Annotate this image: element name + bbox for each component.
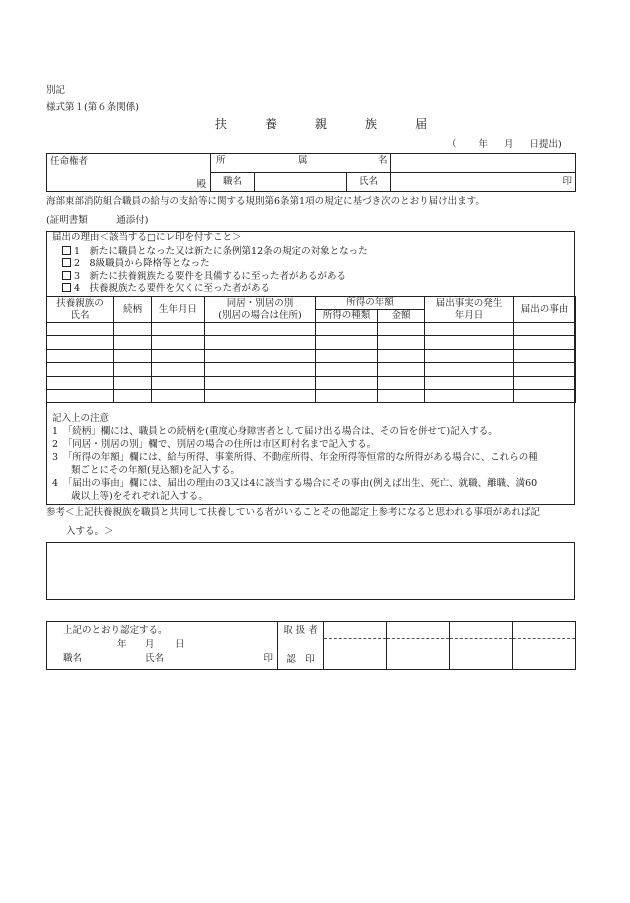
table-cell[interactable]: [378, 376, 425, 389]
note-line: 2 「同居・別居の別」欄で、別居の場合の住所は市区町村名まで記入する。: [52, 439, 377, 450]
table-cell[interactable]: [425, 349, 514, 362]
table-row: [47, 336, 576, 349]
certify-name-label: 氏名: [145, 653, 165, 664]
title-char: 届: [415, 117, 428, 131]
table-cell[interactable]: [47, 336, 114, 349]
table-cell[interactable]: [114, 376, 152, 389]
col-residence: 同居・別居の別 (別居の場合は住所): [205, 297, 316, 323]
table-cell[interactable]: [425, 376, 514, 389]
table-cell[interactable]: [205, 323, 316, 336]
certification-table: [46, 621, 576, 670]
submission-date: [447, 140, 562, 151]
table-cell[interactable]: [316, 389, 378, 402]
checkbox-icon[interactable]: [62, 246, 71, 255]
notes-heading: 記入上の注意: [52, 413, 110, 424]
table-cell[interactable]: [152, 336, 205, 349]
table-cell[interactable]: [114, 336, 152, 349]
handler-box[interactable]: [450, 622, 513, 639]
table-cell[interactable]: [114, 363, 152, 376]
col-income-type: 所得の種類: [316, 310, 378, 323]
certify-text: 上記のとおり認定する。: [63, 625, 168, 636]
reference-line-1: 参考＜上記扶養親族を職員と共同して扶養している者がいることその他認定上参考になると思われる事項があれば記: [46, 507, 541, 518]
table-cell[interactable]: [152, 349, 205, 362]
handler-box[interactable]: [513, 622, 576, 639]
job-label: 職名: [211, 173, 255, 192]
table-cell[interactable]: [378, 389, 425, 402]
title-char: 養: [265, 117, 278, 131]
name-label: 氏名: [347, 173, 391, 192]
table-cell[interactable]: [425, 389, 514, 402]
table-cell[interactable]: [514, 349, 576, 362]
note-line: 4 「届出の事由」欄には、届出の理由の3又は4に該当する場合にその事由(例えば出生、死亡、就職、離職、満60: [52, 478, 538, 489]
table-cell[interactable]: [47, 363, 114, 376]
certify-cell: [47, 622, 278, 670]
title-char: 扶: [215, 117, 228, 131]
job-value[interactable]: [255, 173, 347, 192]
tono-label: 殿: [196, 178, 206, 190]
form-number: 様式第１(第６条関係): [46, 102, 139, 113]
table-cell[interactable]: [47, 323, 114, 336]
table-cell[interactable]: [114, 389, 152, 402]
table-cell[interactable]: [205, 376, 316, 389]
reason-item-1[interactable]: 1 新たに職員となった又は新たに条例第12条の規定の対象となった: [62, 246, 368, 258]
table-cell[interactable]: [205, 363, 316, 376]
title-char: 親: [315, 117, 328, 131]
reason-item-2[interactable]: 2 8級職員から降格等となった: [62, 258, 210, 270]
note-line: 1 「続柄」欄には、職員との続柄を(重度心身障害者として届け出る場合は、その旨を併せて)記入する。: [52, 426, 498, 437]
table-row: [47, 376, 576, 389]
appointer-cell[interactable]: [47, 154, 211, 192]
col-relation: 続柄: [114, 297, 152, 323]
table-cell[interactable]: [378, 336, 425, 349]
handler-box[interactable]: [387, 622, 450, 639]
date-paren: （: [447, 139, 457, 150]
col-income: 所得の年額: [316, 297, 425, 310]
col-event-date: 届出事実の発生 年月日: [425, 297, 514, 323]
table-cell[interactable]: [205, 389, 316, 402]
table-cell[interactable]: [316, 349, 378, 362]
table-cell[interactable]: [152, 363, 205, 376]
reason-item-3[interactable]: 3 新たに扶養親族たる要件を具備するに至った者があるがある: [62, 271, 346, 283]
table-cell[interactable]: [425, 336, 514, 349]
table-cell[interactable]: [378, 349, 425, 362]
table-cell[interactable]: [152, 323, 205, 336]
applicant-table: [46, 153, 576, 192]
handler-label: 取 扱 者: [278, 622, 324, 639]
certify-year: 年: [117, 639, 127, 650]
approve-label: 認 印: [278, 639, 324, 670]
approve-box[interactable]: [324, 639, 387, 670]
table-cell[interactable]: [47, 389, 114, 402]
table-cell[interactable]: [47, 349, 114, 362]
table-cell[interactable]: [378, 363, 425, 376]
name-value[interactable]: [391, 173, 576, 192]
handler-box[interactable]: [324, 622, 387, 639]
checkbox-icon[interactable]: [62, 271, 71, 280]
table-cell[interactable]: [114, 323, 152, 336]
note-line: 3 「所得の年額」欄には、給与所得、事業所得、不動産所得、年金所得等恒常的な所得がある場合に、これらの種: [52, 452, 538, 463]
annex-label: 別記: [46, 85, 66, 96]
seal-mark: 印: [562, 176, 573, 188]
dept-char: 属: [298, 155, 308, 167]
table-cell[interactable]: [152, 376, 205, 389]
certify-seal: 印: [263, 653, 273, 664]
reference-box[interactable]: [46, 542, 575, 600]
table-cell[interactable]: [114, 349, 152, 362]
date-day: 日提出): [529, 139, 562, 150]
table-cell[interactable]: [47, 376, 114, 389]
reason-item-4[interactable]: 4 扶養親族たる要件を欠くに至った者がある: [62, 283, 270, 295]
table-cell[interactable]: [425, 363, 514, 376]
reasons-heading: 届出の理由＜該当する□にレ印を付すこと＞: [52, 232, 242, 243]
table-cell[interactable]: [316, 363, 378, 376]
table-cell[interactable]: [514, 363, 576, 376]
table-cell[interactable]: [514, 323, 576, 336]
certify-month: 月: [145, 639, 155, 650]
col-income-amount: 金額: [378, 310, 425, 323]
dependents-table: [46, 296, 576, 403]
checkbox-icon[interactable]: [62, 258, 71, 267]
date-month: 月: [504, 139, 514, 150]
approve-box[interactable]: [450, 639, 513, 670]
table-cell[interactable]: [378, 323, 425, 336]
reference-line-2: 入する。＞: [66, 526, 114, 537]
table-cell[interactable]: [316, 376, 378, 389]
table-row: [47, 389, 576, 402]
table-row: [47, 349, 576, 362]
certify-job-label: 職名: [63, 653, 83, 664]
title-char: 族: [365, 117, 378, 131]
table-cell[interactable]: [514, 376, 576, 389]
document-title: [196, 118, 446, 132]
checkbox-icon[interactable]: [62, 283, 71, 292]
dept-char: 名: [378, 155, 388, 167]
table-cell[interactable]: [316, 323, 378, 336]
date-year: 年: [478, 139, 489, 150]
approve-box[interactable]: [513, 639, 576, 670]
proof-documents: (証明書類 通添付): [46, 215, 149, 226]
table-cell[interactable]: [425, 323, 514, 336]
department-value[interactable]: [391, 154, 576, 173]
note-line: 類ごとにその年額(見込額)を記入する。: [52, 465, 240, 476]
table-cell[interactable]: [205, 336, 316, 349]
table-cell[interactable]: [514, 336, 576, 349]
table-row: [47, 323, 576, 336]
note-line: 歳以上等)をそれぞれ記入する。: [52, 491, 208, 502]
dept-char: 所: [216, 155, 226, 167]
col-birthdate: 生年月日: [152, 297, 205, 323]
approve-box[interactable]: [387, 639, 450, 670]
table-cell[interactable]: [205, 349, 316, 362]
table-cell[interactable]: [316, 336, 378, 349]
certify-day: 日: [175, 639, 185, 650]
department-cell[interactable]: [211, 154, 391, 173]
col-dependent-name: 扶養親族の 氏名: [47, 297, 114, 323]
table-row: [47, 363, 576, 376]
appointer-label: 任命権者: [50, 156, 89, 167]
intro-statement: 海部東部消防組合職員の給与の支給等に関する規則第6条第1項の規定に基づき次のとおり届け出ます。: [46, 196, 485, 207]
table-cell[interactable]: [514, 389, 576, 402]
col-reason: 届出の事由: [514, 297, 576, 323]
table-cell[interactable]: [152, 389, 205, 402]
